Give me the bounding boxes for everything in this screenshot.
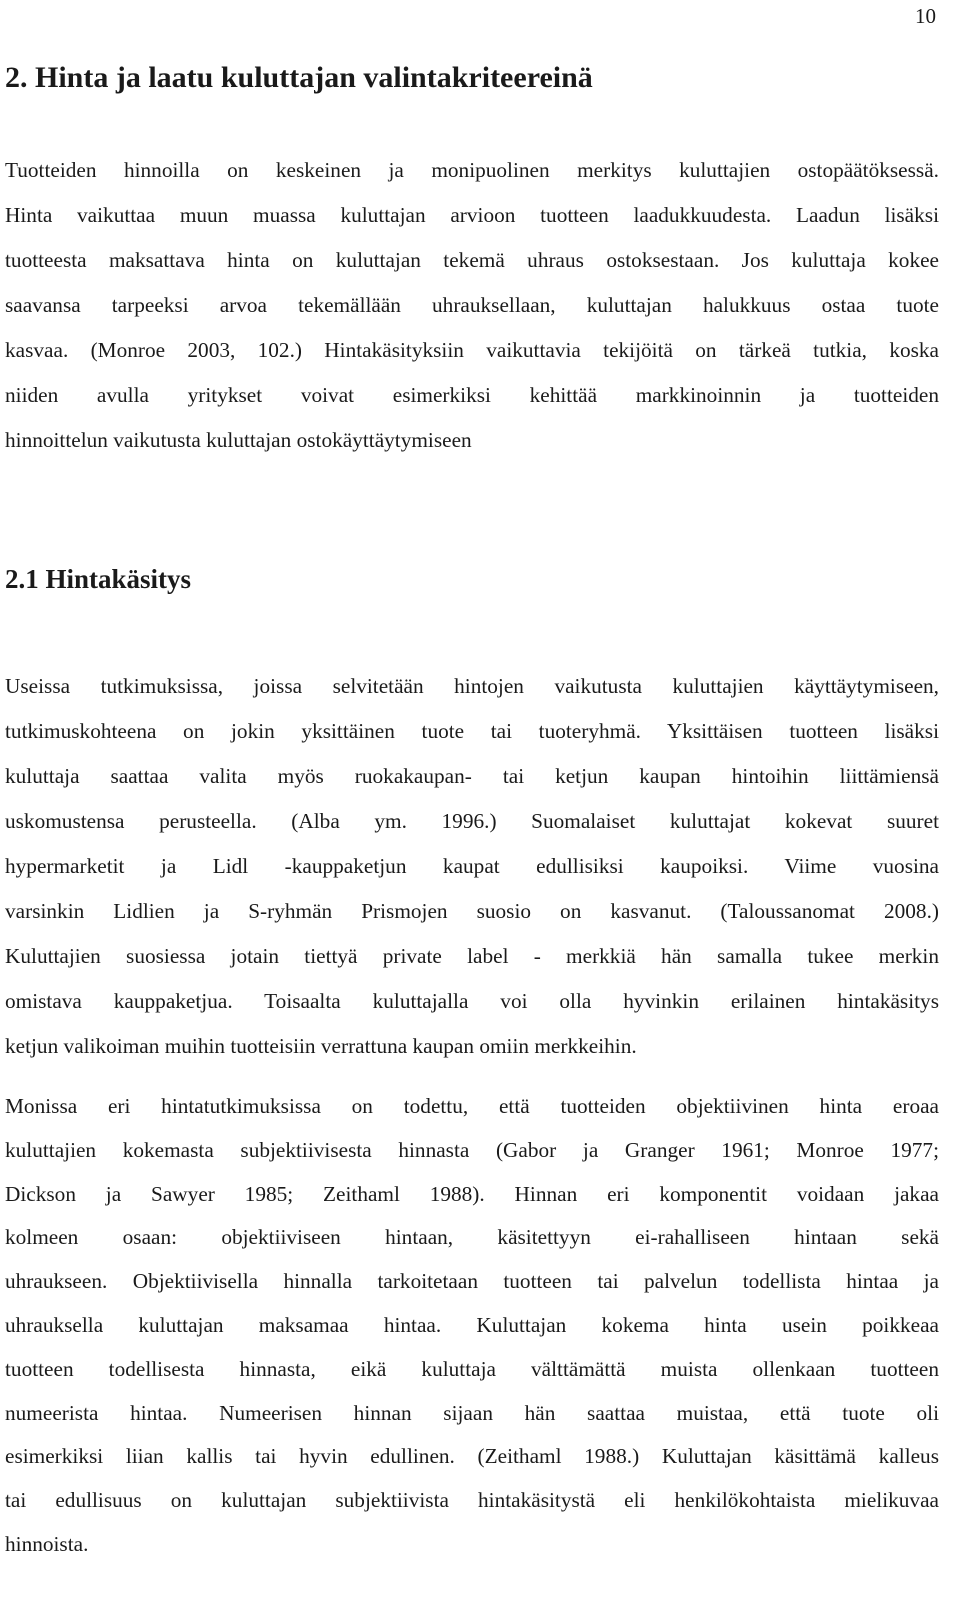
text-line: Monissa eri hintatutkimuksissa on todettu, että tuotteiden objektiivinen hinta eroaa bbox=[5, 1094, 939, 1118]
text-line: kuluttaja saattaa valita myös ruokakaupan- tai ketjun kaupan hintoihin liittämiensä bbox=[5, 764, 939, 788]
text-line: uhrauksella kuluttajan maksamaa hintaa. Kuluttajan kokema hinta usein poikkeaa bbox=[5, 1312, 939, 1337]
page-number: 10 bbox=[915, 4, 936, 28]
text-line: Kuluttajien suosiessa jotain tiettyä private label - merkkiä hän samalla tukee merkin bbox=[5, 944, 939, 968]
text-line: tai edullisuus on kuluttajan subjektiivista hintakäsitystä eli henkilökohtaista mielikuvaa bbox=[5, 1488, 939, 1513]
paragraph-2 bbox=[5, 664, 939, 1069]
text-line: varsinkin Lidlien ja S-ryhmän Prismojen suosio on kasvanut. (Taloussanomat 2008.) bbox=[5, 899, 939, 923]
text-line: kolmeen osaan: objektiiviseen hintaan, käsitettyyn ei-rahalliseen hintaan sekä bbox=[5, 1225, 939, 1250]
text-line: kuluttajien kokemasta subjektiivisesta hinnasta (Gabor ja Granger 1961; Monroe 1977; bbox=[5, 1137, 939, 1162]
chapter-heading: 2. Hinta ja laatu kuluttajan valintakriteereinä bbox=[5, 61, 593, 94]
text-line: Tuotteiden hinnoilla on keskeinen ja monipuolinen merkitys kuluttajien ostopäätöksessä. bbox=[5, 158, 939, 182]
section-heading: 2.1 Hintakäsitys bbox=[5, 564, 192, 594]
text-line: uhraukseen. Objektiivisella hinnalla tarkoitetaan tuotteen tai palvelun todellista hintaa ja bbox=[5, 1269, 939, 1294]
text-line: hinnoista. bbox=[5, 1531, 89, 1556]
text-line: uskomustensa perusteella. (Alba ym. 1996.) Suomalaiset kuluttajat kokevat suuret bbox=[5, 809, 939, 833]
text-line: kasvaa. (Monroe 2003, 102.) Hintakäsityksiin vaikuttavia tekijöitä on tärkeä tutkia, koska bbox=[5, 338, 939, 362]
text-line: hinnoittelun vaikutusta kuluttajan ostokäyttäytymiseen bbox=[5, 428, 472, 452]
text-line: niiden avulla yritykset voivat esimerkiksi kehittää markkinoinnin ja tuotteiden bbox=[5, 383, 939, 407]
text-line: saavansa tarpeeksi arvoa tekemällään uhrauksellaan, kuluttajan halukkuus ostaa tuote bbox=[5, 293, 939, 317]
paragraph-1 bbox=[5, 148, 939, 463]
text-line: tuotteen todellisesta hinnasta, eikä kuluttaja välttämättä muista ollenkaan tuotteen bbox=[5, 1356, 939, 1381]
text-line: esimerkiksi liian kallis tai hyvin edullinen. (Zeithaml 1988.) Kuluttajan käsittämä kalleus bbox=[5, 1444, 939, 1469]
text-line: Hinta vaikuttaa muun muassa kuluttajan arvioon tuotteen laadukkuudesta. Laadun lisäksi bbox=[5, 203, 939, 227]
text-line: ketjun valikoiman muihin tuotteisiin verrattuna kaupan omiin merkkeihin. bbox=[5, 1034, 637, 1058]
text-line: hypermarketit ja Lidl -kauppaketjun kaupat edullisiksi kaupoiksi. Viime vuosina bbox=[5, 854, 939, 878]
text-line: Useissa tutkimuksissa, joissa selvitetään hintojen vaikutusta kuluttajien käyttäytymiseen, bbox=[5, 674, 939, 698]
paragraph-3 bbox=[5, 1085, 939, 1567]
text-line: tuotteesta maksattava hinta on kuluttajan tekemä uhraus ostoksestaan. Jos kuluttaja kokee bbox=[5, 248, 939, 272]
text-line: numeerista hintaa. Numeerisen hinnan sijaan hän saattaa muistaa, että tuote oli bbox=[5, 1400, 939, 1425]
text-line: tutkimuskohteena on jokin yksittäinen tuote tai tuoteryhmä. Yksittäisen tuotteen lisäksi bbox=[5, 719, 939, 743]
text-line: Dickson ja Sawyer 1985; Zeithaml 1988). Hinnan eri komponentit voidaan jakaa bbox=[5, 1181, 939, 1206]
text-line: omistava kauppaketjua. Toisaalta kuluttajalla voi olla hyvinkin erilainen hintakäsitys bbox=[5, 989, 939, 1013]
